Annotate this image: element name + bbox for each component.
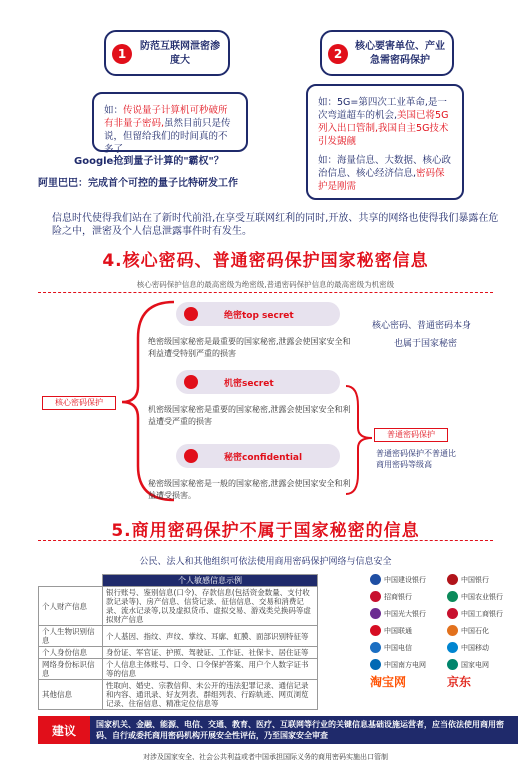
intro-paragraph: 信息时代使得我们站在了新时代前沿,在享受互联网红利的同时,开放、共享的网络也使得我们暴露在危险之中，泄密及个人信息泄露事件时有发生。 <box>52 213 499 237</box>
sgcc-logo-icon <box>447 659 458 670</box>
unicom-logo-icon <box>370 625 381 636</box>
left-panel-text: 虽然目前只是传说，但留给我们的时间真的不多了 <box>104 118 231 155</box>
ordinary-cipher-note: 普通密码保护不普通比商用密码等级高 <box>376 449 456 469</box>
ordinary-brace-graphic <box>344 382 374 498</box>
callout-1-number: 1 <box>112 44 132 64</box>
csg-logo-icon <box>370 659 381 670</box>
logo-label: 招商银行 <box>384 592 412 601</box>
secret-dot-icon <box>184 375 198 389</box>
logo-label: 中国工商银行 <box>461 609 503 618</box>
logo-cmb <box>370 589 443 604</box>
confidential-dot-icon <box>184 449 198 463</box>
google-line: Google抢到量子计算的"霸权"？ <box>74 156 224 167</box>
right-panel-p2: 如：海量信息、大数据、核心政治信息、核心经济信息, <box>318 155 452 179</box>
callout-2 <box>320 30 454 76</box>
logo-unicom <box>370 623 443 638</box>
row-value: 个人基因、指纹、声纹、掌纹、耳廓、虹膜、面部识别特征等 <box>103 626 318 647</box>
logo-ccb <box>370 572 443 587</box>
table-header-row <box>39 575 318 587</box>
row-key: 个人生物识别信息 <box>39 626 103 647</box>
logo-label: 中国南方电网 <box>384 660 426 669</box>
abc-logo-icon <box>447 591 458 602</box>
table-corner <box>39 575 103 587</box>
table-row <box>39 680 318 710</box>
logo-label: 国家电网 <box>461 660 489 669</box>
right-info-panel <box>306 84 464 200</box>
callout-1 <box>104 30 230 76</box>
level-secret <box>176 370 340 394</box>
logo-sgcc <box>447 657 520 672</box>
table-row <box>39 647 318 659</box>
cmb-logo-icon <box>370 591 381 602</box>
table-row <box>39 626 318 647</box>
advice-text: 国家机关、金融、能源、电信、交通、教育、医疗、互联网等行业的关键信息基础设施运营者，应当依法使用商用密码、自行或委托商用密码机构开展安全性评估，乃至国家安全审查 <box>96 720 504 740</box>
sinopec-logo-icon <box>447 625 458 636</box>
left-panel-highlight: 传说量子计算机可秒破所有非量子密码, <box>104 105 228 129</box>
right-panel-p1-highlight: 美国已将5G列入出口管制,我国自主5G技术引发覬觎 <box>318 110 449 147</box>
note-line-2: 也属于国家秘密 <box>394 339 458 349</box>
table-row <box>39 587 318 626</box>
top-secret-desc: 绝密级国家秘密是最重要的国家秘密,泄露会使国家安全和利益遭受特别严重的损害 <box>148 337 351 358</box>
logo-taobao <box>370 674 443 689</box>
left-panel-prefix: 如： <box>104 105 124 116</box>
core-cipher-label: 核心密码保护 <box>42 396 116 410</box>
callout-2-number: 2 <box>328 44 348 64</box>
logo-mobile <box>447 640 520 655</box>
confidential-desc: 秘密级国家秘密是一般的国家秘密,泄露会使国家安全和利益遭受损害。 <box>148 479 351 500</box>
row-key: 个人身份信息 <box>39 647 103 659</box>
right-panel-p1: 如：5G=第四次工业革命,是一次弯道超车的机会, <box>318 97 447 121</box>
section-4-divider <box>38 292 493 293</box>
secret-label: 机密secret <box>224 378 274 389</box>
logo-boc <box>447 572 520 587</box>
section-4-title: 4.核心密码、普通密码保护国家秘密信息 <box>102 251 429 271</box>
logo-sinopec <box>447 623 520 638</box>
level-confidential <box>176 444 340 468</box>
row-key: 个人财产信息 <box>39 587 103 626</box>
sensitive-info-table <box>38 574 318 710</box>
logo-label: 中国建设银行 <box>384 575 426 584</box>
logo-label: 中国银行 <box>461 575 489 584</box>
logo-csg <box>370 657 443 672</box>
mobile-logo-icon <box>447 642 458 653</box>
logo-grid <box>370 572 520 689</box>
advice-tag: 建议 <box>38 716 90 744</box>
secret-desc: 机密级国家秘密是重要的国家秘密,泄露会使国家安全和利益遭受严重的损害 <box>148 405 351 426</box>
telecom-logo-icon <box>370 642 381 653</box>
right-panel-p2-highlight: 密码保护是刚需 <box>318 168 445 192</box>
logo-label: 京东 <box>447 675 472 689</box>
confidential-label: 秘密confidential <box>224 452 303 463</box>
row-value: 性取向、婚史、宗教信仰、未公开的违法犯罪记录、通信记录和内容、通讯录、好友列表、群组列表、行踪轨迹、网页浏览记录、住宿信息、精准定位信息等 <box>103 680 318 710</box>
section-5-subtitle: 公民、法人和其他组织可依法使用商用密码保护网络与信息安全 <box>139 557 392 567</box>
left-info-panel <box>92 92 248 155</box>
row-key: 其他信息 <box>39 680 103 710</box>
row-value: 银行账号、鉴别信息(口令)、存款信息(包括资金数量、支付收款记录等)、房产信息、信贷记录、征信信息、交易和消费记录、流水记录等,以及虚拟货币、虚拟交易、游戏类兑换码等虚拟财产信息 <box>103 587 318 626</box>
level-top-secret <box>176 302 340 326</box>
row-value: 个人信息主体账号、口令、口令保护答案、用户个人数字证书等的信息 <box>103 659 318 680</box>
row-key: 网络身份标识信息 <box>39 659 103 680</box>
icbc-logo-icon <box>447 608 458 619</box>
top-secret-dot-icon <box>184 307 198 321</box>
alibaba-line: 阿里巴巴：完成首个可控的量子比特研发工作 <box>38 178 238 189</box>
logo-label: 中国石化 <box>461 626 489 635</box>
brace-graphic <box>118 298 178 504</box>
footer-note: 对涉及国家安全、社会公共利益或者中国承担国际义务的商用密码实施出口管制 <box>143 753 388 761</box>
logo-label: 中国电信 <box>384 643 412 652</box>
callout-2-text: 核心要害单位、产业急需密码保护 <box>355 41 445 66</box>
logo-jd <box>447 674 520 689</box>
logo-label: 中国农业银行 <box>461 592 503 601</box>
logo-ceb <box>370 606 443 621</box>
logo-label: 淘宝网 <box>370 675 407 689</box>
boc-logo-icon <box>447 574 458 585</box>
ccb-logo-icon <box>370 574 381 585</box>
logo-label: 中国联通 <box>384 626 412 635</box>
table-row <box>39 659 318 680</box>
logo-icbc <box>447 606 520 621</box>
section-5-divider <box>38 540 493 541</box>
row-value: 身份证、军官证、护照、驾驶证、工作证、社保卡、居住证等 <box>103 647 318 659</box>
advice-banner <box>38 716 518 744</box>
logo-abc <box>447 589 520 604</box>
logo-label: 中国光大银行 <box>384 609 426 618</box>
section-5-title: 5.商用密码保护不属于国家秘密的信息 <box>111 521 420 541</box>
callout-1-text: 防范互联网泄密渗度大 <box>140 41 220 66</box>
section-4-subtitle: 核心密码保护信息的最高密级为绝密级,普通密码保护信息的最高密级为机密级 <box>136 280 395 289</box>
logo-label: 中国移动 <box>461 643 489 652</box>
logo-telecom <box>370 640 443 655</box>
ceb-logo-icon <box>370 608 381 619</box>
top-secret-label: 绝密top secret <box>224 310 294 321</box>
note-line-1: 核心密码、普通密码本身 <box>372 321 472 331</box>
table-header: 个人敏感信息示例 <box>103 575 318 587</box>
ordinary-cipher-label: 普通密码保护 <box>374 428 448 442</box>
